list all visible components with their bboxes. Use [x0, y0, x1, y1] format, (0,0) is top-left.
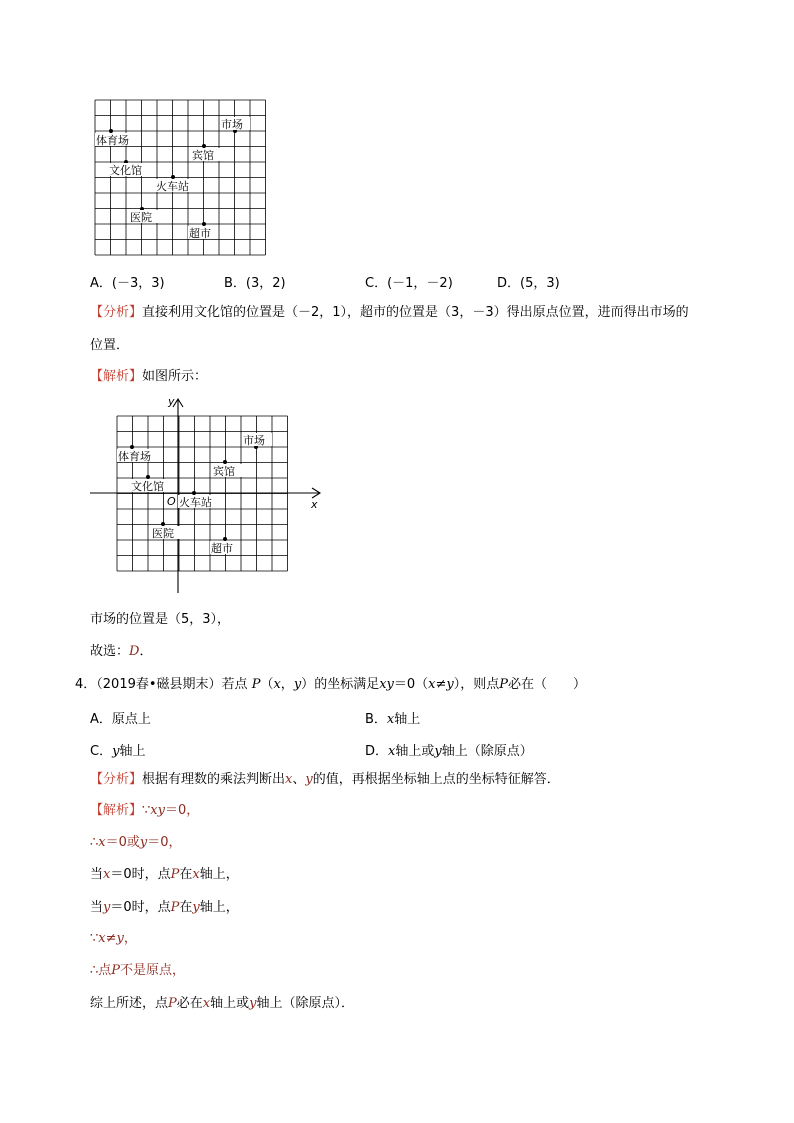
label-binguan: 宾馆: [192, 149, 214, 162]
q3-solution: 【解析】如图所示：: [90, 369, 208, 384]
q3-analysis-cont: 位置．: [90, 338, 130, 353]
q4-solution-1: 【解析】∵xy＝0，: [90, 803, 200, 818]
label-tiyuchang: 体育场: [118, 450, 151, 463]
q4-solution-2: ∴x＝0或y＝0，: [90, 835, 182, 850]
option-c: C．(－1，－2): [365, 276, 453, 291]
label-yiyuan: 医院: [152, 527, 174, 540]
label-chaoshi: 超市: [189, 227, 211, 240]
label-tiyuchang: 体育场: [96, 134, 129, 147]
q4-stem: 4．（2019春•磁县期末）若点 P（x，y）的坐标满足xy＝0（x≠y），则点P必在（ ）: [75, 677, 587, 692]
dot-huochezhan: [171, 175, 175, 179]
q4-solution-4: 当y＝0时，点P在y轴上，: [90, 900, 239, 915]
label-yiyuan: 医院: [130, 211, 152, 224]
q3-result: 市场的位置是（5，3），: [90, 612, 231, 627]
q3-analysis: 【分析】直接利用文化馆的位置是（－2，1），超市的位置是（3，－3）得出原点位置，进而得出市场的: [90, 305, 689, 320]
q3-answer: 故选：D．: [90, 644, 153, 659]
dot-binguan: [202, 144, 206, 148]
analysis-tag: 【分析】: [90, 305, 143, 320]
analysis-tag: 【分析】: [90, 772, 143, 787]
q4-option-b: B．x轴上: [365, 712, 421, 727]
solution-tag: 【解析】: [90, 369, 143, 384]
q4-solution-3: 当x＝0时，点P在x轴上，: [90, 867, 239, 882]
option-b: B．(3，2): [224, 276, 286, 291]
option-d: D．(5，3): [497, 276, 560, 291]
q4-solution-5: ∵x≠y，: [90, 931, 137, 946]
label-huochezhan: 火车站: [156, 180, 189, 193]
solution-tag: 【解析】: [90, 803, 143, 818]
q4-option-a: A．原点上: [90, 712, 151, 727]
x-axis-label: x: [311, 498, 318, 511]
q4-option-d: D．x轴上或y轴上（除原点）: [365, 744, 533, 759]
label-chaoshi: 超市: [211, 542, 233, 555]
origin-label: O: [167, 495, 176, 508]
label-binguan: 宾馆: [213, 465, 235, 478]
dot-tiyuchang: [130, 445, 134, 449]
y-axis-label: y: [168, 395, 175, 408]
dot-huochezhan: [192, 491, 196, 495]
label-wenhuaguan: 文化馆: [109, 164, 142, 177]
map-grid-figure: [92, 100, 272, 260]
q4-analysis: 【分析】根据有理数的乘法判断出x、y的值，再根据坐标轴上点的坐标特征解答．: [90, 772, 560, 787]
coordinate-figure: [88, 395, 328, 595]
q4-option-c: C．y轴上: [90, 744, 146, 759]
dot-chaoshi: [202, 222, 206, 226]
dot-chaoshi: [223, 537, 227, 541]
dot-binguan: [223, 460, 227, 464]
label-huochezhan: 火车站: [179, 496, 212, 509]
q4-solution-6: ∴点P不是原点，: [90, 963, 186, 978]
dot-yiyuan: [161, 522, 165, 526]
dot-tiyuchang: [109, 129, 113, 133]
q4-solution-7: 综上所述，点P必在x轴上或y轴上（除原点）．: [90, 996, 355, 1011]
label-shichang: 市场: [221, 118, 243, 131]
label-shichang: 市场: [243, 434, 265, 447]
dot-wenhuaguan: [146, 475, 150, 479]
answer-letter: D: [129, 644, 140, 659]
label-wenhuaguan: 文化馆: [131, 480, 164, 493]
option-a: A．(－3，3): [90, 276, 165, 291]
